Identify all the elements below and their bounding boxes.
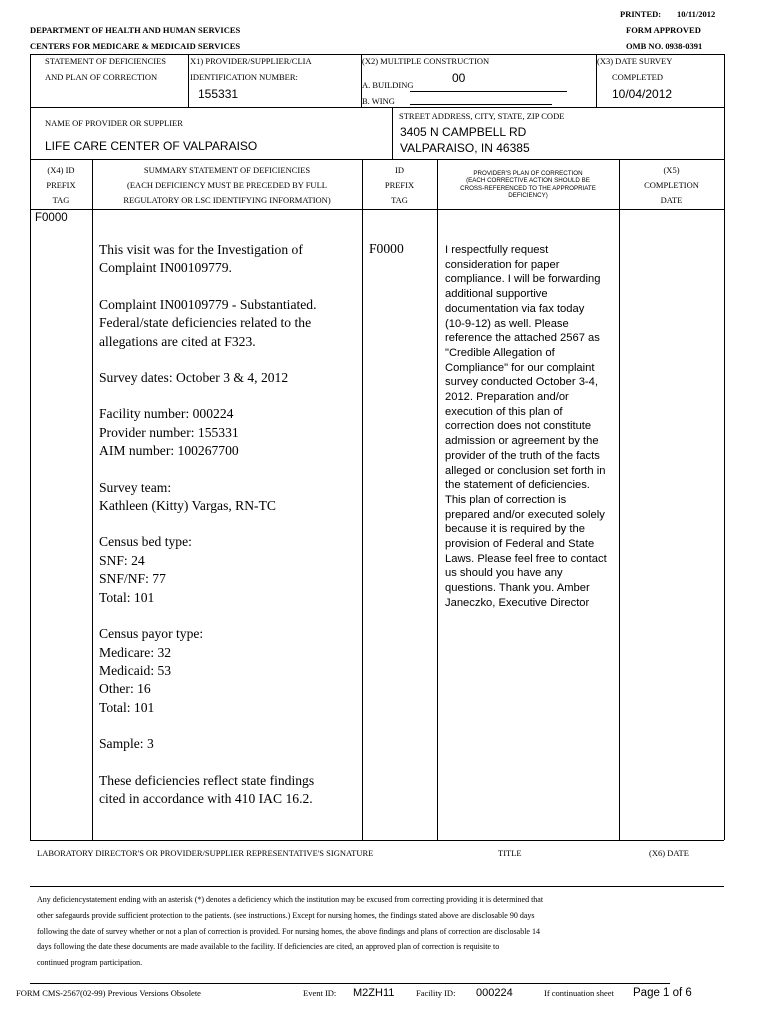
col-divider-3 [437,159,438,840]
summary-label-3: REGULATORY OR LSC IDENTIFYING INFORMATION) [123,195,331,205]
narrative-line: Complaint IN00109779 - Substantiated. [99,296,317,312]
body-bottom [30,840,724,841]
narrative-line: cited in accordance with 410 IAC 16.2. [99,790,313,806]
title-label: TITLE [498,848,522,858]
narrative-line: Facility number: 000224 [99,406,234,422]
plan-line: I respectfully request [445,244,549,256]
x4-id-label: (X4) ID [47,165,75,175]
narrative-line: Census payor type: [99,626,204,642]
narrative-paragraph [99,369,361,387]
narrative-paragraph [99,625,361,717]
provider-clia-label: X1) PROVIDER/SUPPLIER/CLIA [190,56,312,66]
plan-line: Compliance" for our complaint [445,361,595,374]
disclaimer [37,892,717,971]
col-divider-4 [619,159,620,840]
plan-line: Laws. Please feel free to contact [445,552,607,565]
narrative-line: allegations are cited at F323. [99,333,256,349]
address-line2: VALPARAISO, IN 46385 [400,141,530,155]
plan-line: provider of the truth of the facts [445,449,600,462]
form-approved: FORM APPROVED [626,25,701,35]
provider-divider [392,107,393,159]
narrative-line: Medicaid: 53 [99,662,172,678]
divider-x1 [188,54,189,107]
signature-bottom [30,886,724,887]
plan-line: admission or agreement by the [445,435,599,448]
plan-line: survey conducted October 3-4, [445,376,598,389]
facility-id-label: Facility ID: [416,988,456,998]
narrative-line: Survey team: [99,479,172,495]
multiple-construction-value: 00 [452,71,466,85]
completed-label: COMPLETED [612,72,663,82]
summary-label-1: SUMMARY STATEMENT OF DEFICIENCIES [143,165,311,175]
plan-line: because it is required by the [445,523,585,536]
plan-of-correction [445,243,617,611]
provider-name-label: NAME OF PROVIDER OR SUPPLIER [45,118,183,128]
narrative-line: Total: 101 [99,589,155,605]
plan-header-line1: PROVIDER'S PLAN OF CORRECTION [473,170,583,177]
summary-label-2: (EACH DEFICIENCY MUST BE PRECEDED BY FULL [127,180,327,190]
facility-id-value: 000224 [476,987,513,999]
narrative-line: Census bed type: [99,534,192,550]
narrative-paragraph [99,241,361,278]
date-survey-label: (X3) DATE SURVEY [597,56,673,66]
narrative-paragraph [99,772,361,809]
id-label: ID [395,165,404,175]
omb-number: OMB NO. 0938-0391 [626,41,703,51]
plan-line: Janeczko, Executive Director [445,596,590,609]
plan-header [437,170,619,200]
page-number: Page 1 of 6 [633,987,692,999]
plan-line: us should you have any [445,567,563,580]
narrative-line: Total: 101 [99,699,155,715]
date-label: DATE [660,195,683,205]
narrative-line: Provider number: 155331 [99,424,239,440]
narrative-paragraph [99,479,361,516]
plan-line: alleged or conclusion set forth in [445,464,606,477]
right-tag: F0000 [369,241,404,256]
x4-prefix-label: PREFIX [46,180,76,190]
completion-label: COMPLETION [644,180,699,190]
plan-line: This plan of correction is [445,493,567,506]
plan-line: questions. Thank you. Amber [445,582,590,595]
narrative-paragraph [99,296,361,351]
provider-name-value: LIFE CARE CENTER OF VALPARAISO [45,139,258,153]
narrative-line: Survey dates: October 3 & 4, 2012 [99,370,289,386]
continuation-label: If continuation sheet [544,988,614,998]
event-id-value: M2ZH11 [353,987,395,999]
statement-label: STATEMENT OF DEFICIENCIES [45,56,167,66]
plan-line: the statement of deficiencies. [445,479,590,492]
narrative-line: This visit was for the Investigation of [99,242,303,257]
narrative-line: Sample: 3 [99,736,154,752]
plan-line: documentation via fax today [445,302,585,315]
survey-date-value: 10/04/2012 [612,87,673,101]
narrative-line: SNF: 24 [99,552,145,568]
x5-label: (X5) [663,165,680,175]
plan-line: (10-9-12) as well. Please [445,317,569,330]
plan-line: additional supportive [445,288,548,301]
printed-date: 10/11/2012 [677,9,716,19]
form-number: FORM CMS-2567(02-99) Previous Versions Obsolete [16,988,201,998]
plan-line: "Credible Allegation of [445,346,555,359]
plan-line: reference the attached 2567 as [445,332,600,345]
narrative-line: These deficiencies reflect state findings [99,772,315,788]
deficiency-narrative [99,241,361,826]
narrative-line: AIM number: 100267700 [99,443,239,459]
centers-name: CENTERS FOR MEDICARE & MEDICAID SERVICES [30,41,241,51]
narrative-paragraph [99,405,361,460]
top-border [30,54,724,55]
plan-line: prepared and/or executed solely [445,508,605,521]
plan-line: compliance. I will be forwarding [445,273,601,286]
signature-label: LABORATORY DIRECTOR'S OR PROVIDER/SUPPLIER REPRESENTATIVE'S SIGNATURE [37,848,374,858]
narrative-line: Kathleen (Kitty) Vargas, RN-TC [99,498,276,514]
wing-label: B. WING [362,96,395,106]
plan-label: AND PLAN OF CORRECTION [45,72,158,82]
narrative-paragraph [99,533,361,607]
left-tag: F0000 [35,212,68,224]
event-id-label: Event ID: [303,988,337,998]
col-divider-2 [362,159,363,840]
narrative-line: Complaint IN00109779. [99,260,232,276]
plan-header-line4: DEFICIENCY) [508,192,548,200]
narrative-line: SNF/NF: 77 [99,571,166,587]
id-tag-label: TAG [391,195,408,205]
printed-label: PRINTED: [620,9,662,19]
building-label: A. BUILDING [362,80,414,90]
identification-label: IDENTIFICATION NUMBER: [190,72,298,82]
provider-id-value: 155331 [198,87,239,101]
building-underline [410,91,567,92]
disclaimer-line: Any deficiencystatement ending with an asterisk (*) denotes a deficiency which the institution may be excused from correcting providing it is determined that [37,895,544,904]
plan-line: correction does not constitute [445,420,592,433]
plan-line: 2012. Preparation and/or [445,391,569,404]
col-divider-1 [92,159,93,840]
narrative-line: Medicare: 32 [99,644,172,660]
plan-header-line2: (EACH CORRECTIVE ACTION SHOULD BE [466,177,590,185]
x4-tag-label: TAG [52,195,70,205]
address-label: STREET ADDRESS, CITY, STATE, ZIP CODE [399,111,565,121]
row1-bottom [30,107,724,108]
multiple-construction-label: (X2) MULTIPLE CONSTRUCTION [362,56,490,66]
disclaimer-line: days following the date these documents are made available to the facility. If deficiencies are cited, an approved plan of correction is requisite to [37,942,500,952]
narrative-line: Federal/state deficiencies related to the [99,315,312,331]
narrative-line: Other: 16 [99,681,151,697]
disclaimer-line: other safegaurds provide sufficient protection to the patients. (see instructions.) Except for nursing homes, the findings stated above are disclosable 90 days [37,910,535,920]
narrative-paragraph [99,735,361,753]
disclaimer-line: following the date of survey whether or not a plan of correction is provided. For nursing homes, the above findings and plans of correction are disclosable 14 [37,926,540,936]
id-prefix-label: PREFIX [384,180,415,190]
disclaimer-line: continued program participation. [37,958,143,968]
plan-line: execution of this plan of [445,405,563,418]
plan-line: consideration for paper [445,258,560,271]
plan-line: provision of Federal and State [445,538,595,551]
department-name: DEPARTMENT OF HEALTH AND HUMAN SERVICES [30,25,241,35]
footer-rule [30,983,670,984]
address-line1: 3405 N CAMPBELL RD [400,125,527,139]
wing-underline [410,104,552,105]
outer-right-border [724,54,725,840]
plan-header-line3: CROSS-REFERENCED TO THE APPROPRIATE [460,184,596,192]
x6-date-label: (X6) DATE [649,848,689,858]
